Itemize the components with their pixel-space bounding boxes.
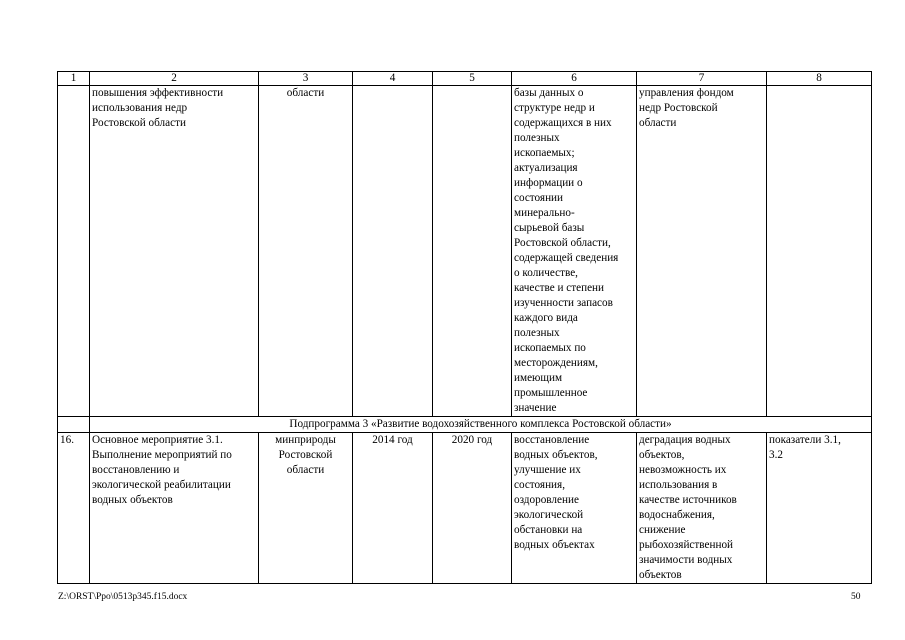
table-cell — [58, 86, 90, 417]
table-row — [58, 86, 872, 417]
page-number: 50 — [851, 592, 861, 602]
row-number: 16. — [58, 433, 90, 584]
table-cell: 2014 год — [353, 433, 433, 584]
subprogram-row — [58, 417, 872, 433]
column-number-row — [58, 72, 872, 86]
column-number: 1 — [58, 72, 90, 86]
column-number: 4 — [353, 72, 433, 86]
column-number: 6 — [512, 72, 637, 86]
table-cell: деградация водных объектов, невозможность их использования в качестве источников водоснабжения, снижение рыбохозяйственной значимости водных объектов — [637, 433, 767, 584]
table-cell: минприроды Ростовской области — [259, 433, 353, 584]
table-cell — [58, 417, 90, 433]
file-path-footer: Z:\ORST\Ppo\0513p345.f15.docx — [58, 592, 188, 602]
table-cell — [433, 86, 512, 417]
table-cell: восстановление водных объектов, улучшение их состояния, оздоровление экологической обстановки на водных объектах — [512, 433, 637, 584]
document-table — [57, 71, 872, 584]
subprogram-title: Подпрограмма 3 «Развитие водохозяйственного комплекса Ростовской области» — [90, 417, 872, 433]
column-number: 7 — [637, 72, 767, 86]
column-number: 3 — [259, 72, 353, 86]
table-cell: области — [259, 86, 353, 417]
table-cell: показатели 3.1, 3.2 — [767, 433, 872, 584]
table-cell: базы данных о структуре недр и содержащихся в них полезных ископаемых; актуализация информации о состоянии минерально- сырьевой базы Ростовской области, содержащей сведения о количестве, качестве и степени изученности запасов каждого вида полезных ископаемых по месторождениям, имеющим промышленное значение — [512, 86, 637, 417]
table-cell — [353, 86, 433, 417]
table-cell: Основное мероприятие 3.1. Выполнение мероприятий по восстановлению и экологической реабилитации водных объектов — [90, 433, 259, 584]
table-cell — [767, 86, 872, 417]
column-number: 2 — [90, 72, 259, 86]
column-number: 8 — [767, 72, 872, 86]
table-cell: управления фондом недр Ростовской области — [637, 86, 767, 417]
table-row — [58, 433, 872, 584]
table-cell: повышения эффективности использования недр Ростовской области — [90, 86, 259, 417]
table-cell: 2020 год — [433, 433, 512, 584]
column-number: 5 — [433, 72, 512, 86]
